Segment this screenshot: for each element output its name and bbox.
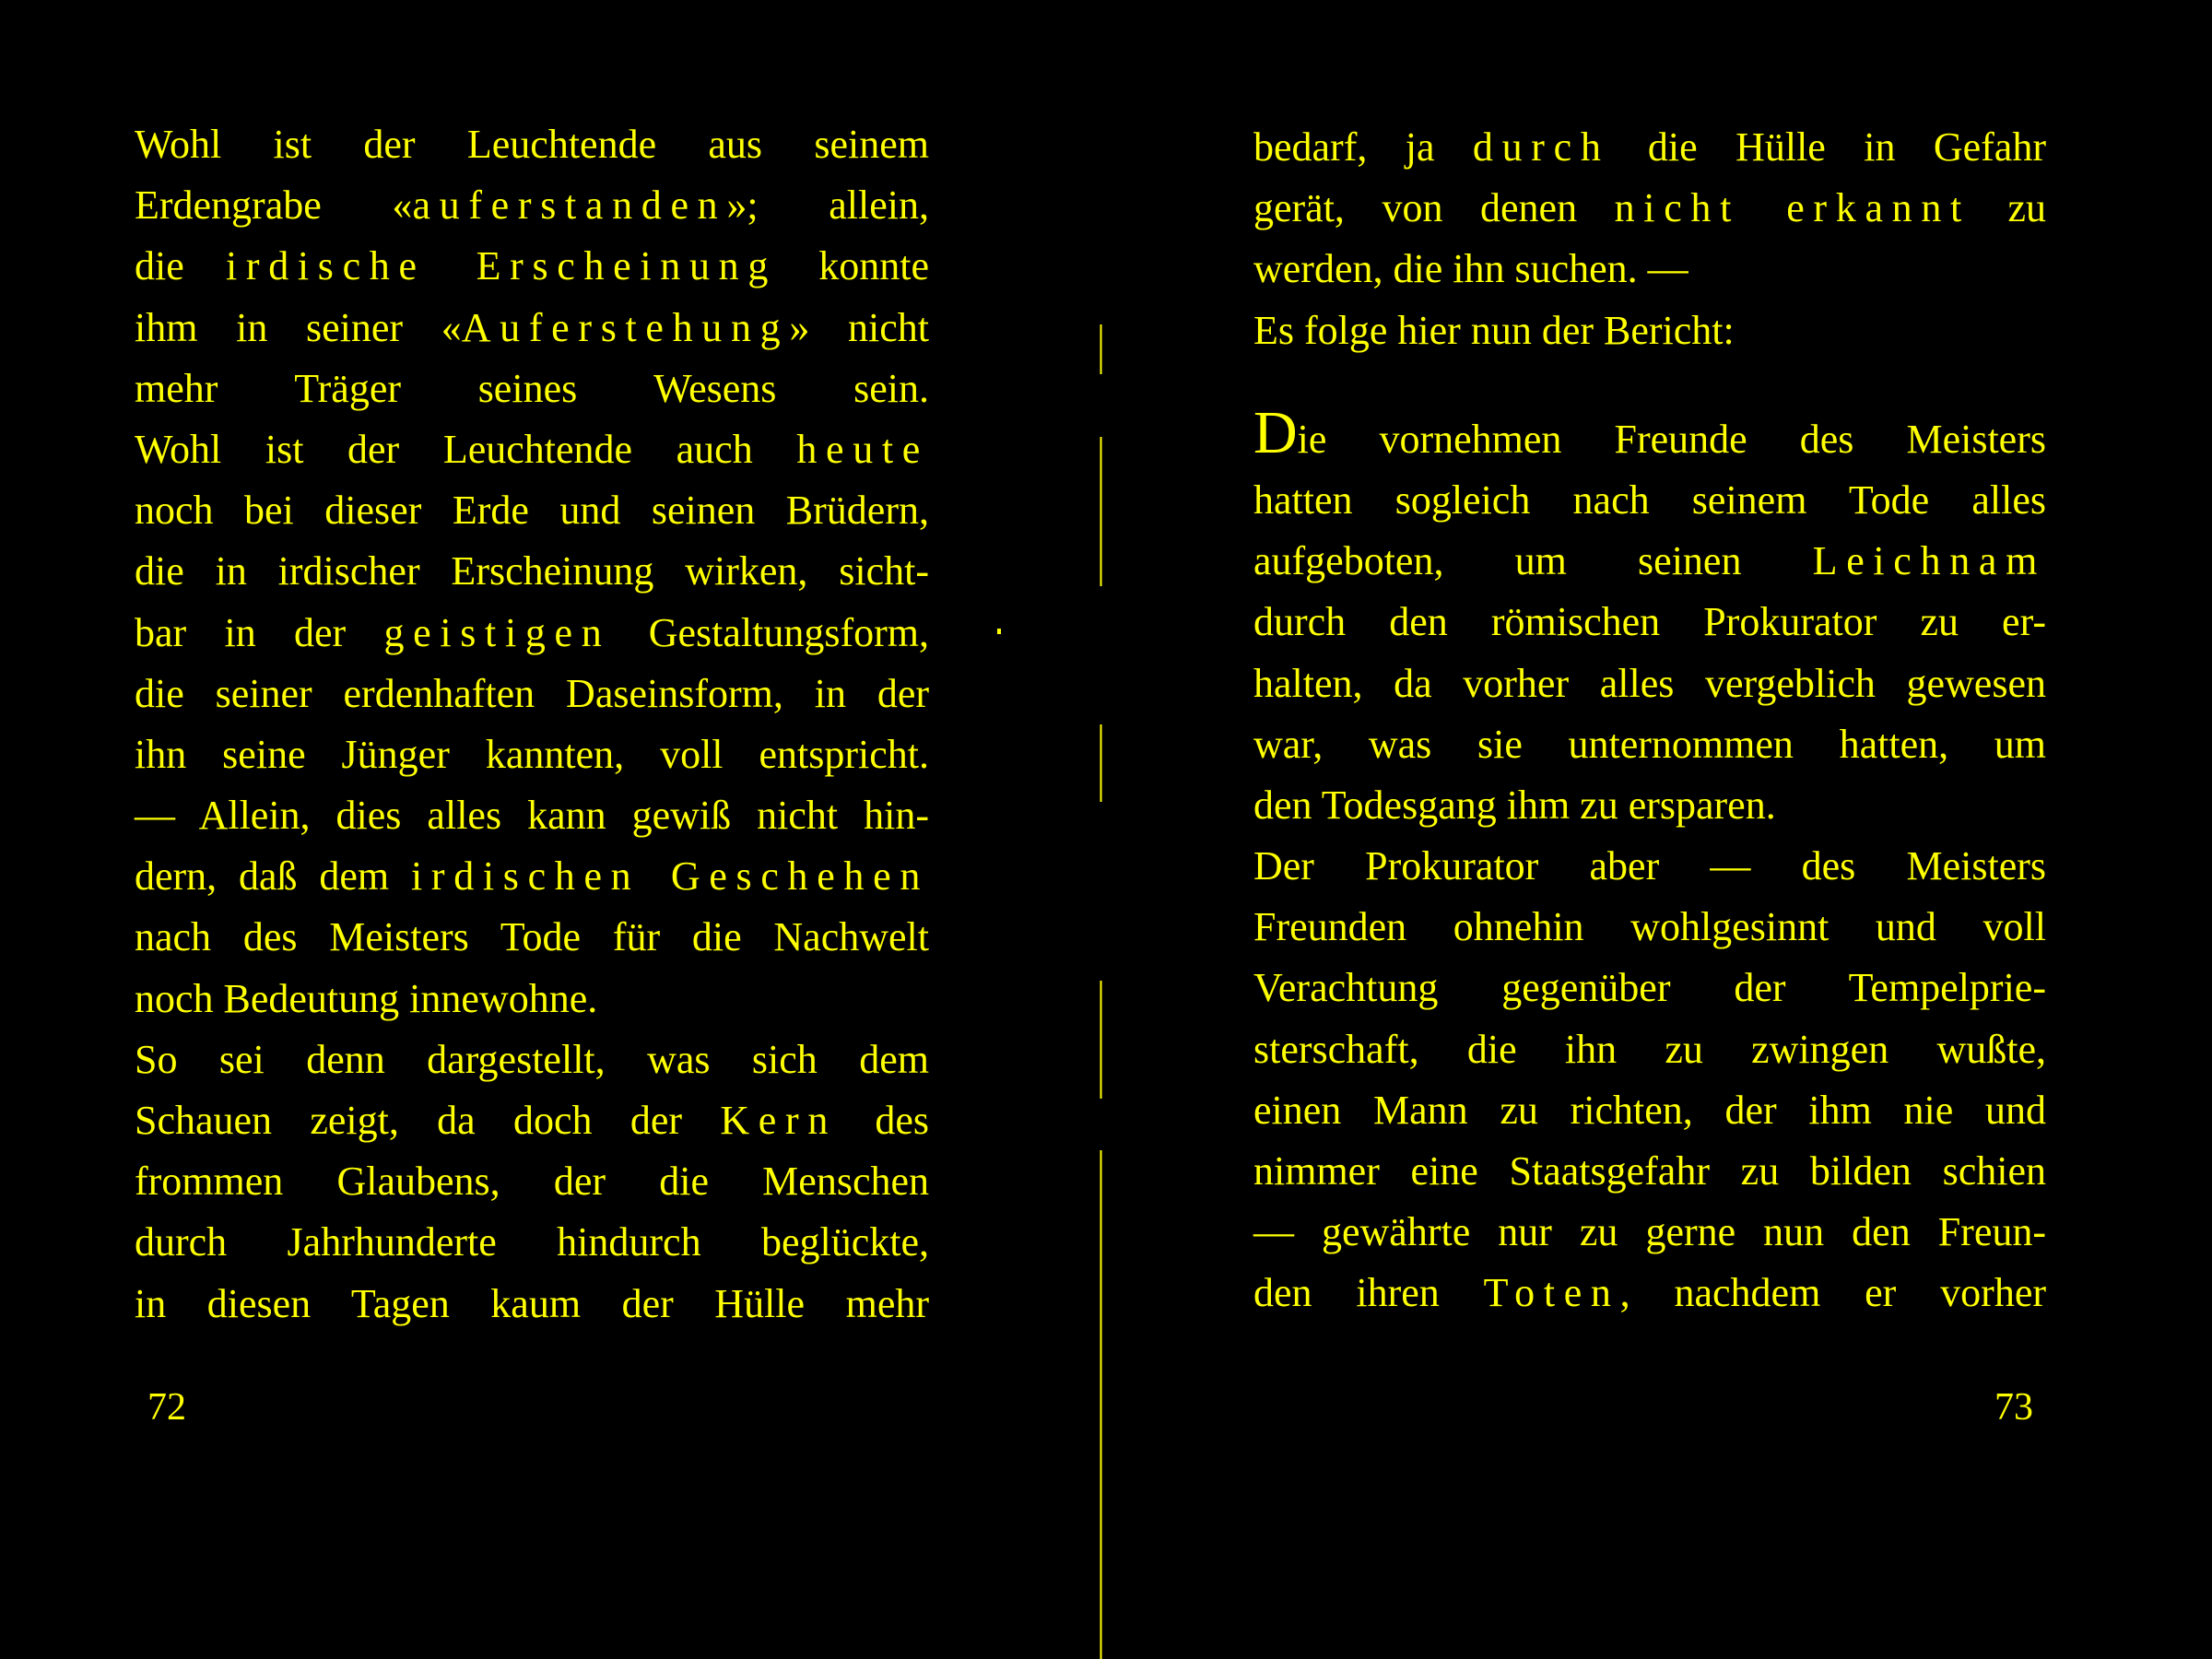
text-line: [135, 907, 929, 968]
text-run: durch den römischen Prokurator zu er-: [1253, 599, 2046, 645]
text-run: den Todesgang ihm zu ersparen.: [1253, 782, 1776, 828]
text-run: die Hülle in Gefahr: [1609, 124, 2046, 170]
text-line: [135, 298, 929, 359]
text-run: — Allein, dies alles kann gewiß nicht hin-: [135, 793, 929, 839]
text-line: [1253, 531, 2046, 592]
text-line: [1253, 897, 2046, 958]
text-run: aufgeboten, um seinen: [1253, 538, 1813, 584]
text-run: noch bei dieser Erde und seinen Brüdern,: [135, 488, 929, 534]
text-run: sterschaft, die ihn zu zwingen wußte,: [1253, 1026, 2046, 1072]
text-line: [135, 1030, 929, 1090]
text-run: die: [135, 243, 226, 289]
gutter-fold-line: [1100, 0, 1102, 1659]
text-run: die in irdischer Erscheinung wirken, sicht-: [135, 548, 929, 594]
text-run: bar in der: [135, 609, 384, 655]
text-run: Freunden ohnehin wohlgesinnt und voll: [1253, 904, 2046, 950]
text-run: Der Prokurator aber — des Meisters: [1253, 843, 2046, 889]
text-line: [1253, 958, 2046, 1018]
text-line: [1253, 300, 2046, 361]
spaced-emphasis: irdische Erscheinung: [225, 243, 778, 289]
text-line: [135, 664, 929, 724]
text-line: [1253, 836, 2046, 897]
text-run: ihn seine Jünger kannten, voll entspricht.: [135, 731, 929, 777]
spaced-emphasis: nicht erkannt: [1614, 185, 1971, 231]
text-run: noch Bedeutung innewohne.: [135, 975, 598, 1021]
text-run: durch Jahrhunderte hindurch beglückte,: [135, 1219, 929, 1265]
text-run: werden, die ihn suchen. —: [1253, 246, 1688, 292]
text-line: [135, 1274, 929, 1335]
spaced-emphasis: geistigen: [383, 609, 611, 655]
text-line: [1253, 1202, 2046, 1263]
text-line: [135, 359, 929, 419]
text-line: [1253, 592, 2046, 653]
text-run: nimmer eine Staatsgefahr zu bilden schien: [1253, 1148, 2046, 1194]
text-run: Wohl ist der Leuchtende auch: [135, 426, 797, 472]
text-run: ihm in seiner «: [135, 304, 462, 350]
text-line: [135, 846, 929, 907]
text-run: Wohl ist der Leuchtende aus seinem: [135, 122, 929, 167]
text-line: [135, 785, 929, 846]
spaced-emphasis: Kern: [720, 1098, 838, 1143]
text-line: [135, 480, 929, 541]
text-run: ie vornehmen Freunde des Meisters: [1297, 416, 2046, 462]
text-line: [135, 541, 929, 602]
text-line: [1253, 117, 2046, 178]
text-line: [1253, 398, 2046, 470]
text-run: des: [837, 1098, 929, 1143]
text-run: halten, da vorher alles vergeblich gewesen: [1253, 660, 2046, 706]
text-run: war, was sie unternommen hatten, um: [1253, 721, 2046, 767]
text-run: gerät, von denen: [1253, 185, 1615, 231]
text-run: in diesen Tagen kaum der Hülle mehr: [135, 1280, 929, 1326]
text-line: [1253, 1263, 2046, 1324]
text-line: [1253, 178, 2046, 239]
text-run: Es folge hier nun der Bericht:: [1253, 307, 1735, 353]
left-page-text: [135, 114, 929, 1335]
text-run: So sei denn dargestellt, was sich dem: [135, 1036, 929, 1082]
text-line: [135, 724, 929, 785]
text-run: » nicht: [789, 304, 929, 350]
text-run: konnte: [777, 243, 929, 289]
text-line: [1253, 775, 2046, 836]
text-run: , nachdem er vorher: [1619, 1270, 2047, 1316]
text-run: die seiner erdenhaften Daseinsform, in der: [135, 670, 929, 716]
text-run: frommen Glaubens, der die Menschen: [135, 1159, 929, 1205]
spaced-emphasis: durch: [1472, 124, 1610, 170]
spaced-emphasis: Leichnam: [1812, 538, 2046, 584]
text-run: hatten sogleich nach seinem Tode alles: [1253, 477, 2046, 523]
right-page-number: 73: [1994, 1386, 2033, 1429]
text-line: [135, 114, 929, 175]
text-run: bedarf, ja: [1253, 124, 1473, 170]
text-line: [1253, 239, 2046, 300]
spaced-emphasis: heute: [796, 426, 929, 472]
text-run: zu: [1970, 185, 2046, 231]
left-page-number: 72: [147, 1386, 186, 1429]
text-run: »; allein,: [726, 182, 929, 229]
text-run: Erdengrabe «: [135, 182, 413, 229]
text-line: [135, 419, 929, 480]
text-line: [1253, 470, 2046, 531]
text-line: [1253, 1019, 2046, 1080]
initial-capital: D: [1253, 398, 1298, 466]
spaced-emphasis: irdischen Geschehen: [410, 853, 929, 900]
text-line: [1253, 1080, 2046, 1141]
ink-speck: [997, 629, 1001, 634]
text-run: mehr Träger seines Wesens sein.: [135, 365, 929, 411]
text-run: — gewährte nur zu gerne nun den Freun-: [1253, 1209, 2046, 1255]
text-run: nach des Meisters Tode für die Nachwelt: [135, 914, 929, 960]
text-run: einen Mann zu richten, der ihm nie und: [1253, 1087, 2046, 1133]
text-line: [1253, 653, 2046, 714]
right-page: [1106, 0, 2212, 1659]
text-line: [135, 175, 929, 236]
text-line: [135, 969, 929, 1030]
text-line: [135, 1212, 929, 1273]
text-line: [135, 1090, 929, 1151]
spaced-emphasis: auferstanden: [412, 182, 727, 229]
text-line: [135, 1151, 929, 1212]
text-run: Gestaltungsform,: [610, 609, 929, 655]
text-run: dern, daß dem: [135, 853, 411, 900]
text-run: den ihren: [1253, 1270, 1484, 1316]
paragraph-gap: [1253, 361, 2046, 409]
text-line: [1253, 1141, 2046, 1202]
text-line: [135, 603, 929, 664]
text-run: Schauen zeigt, da doch der: [135, 1098, 721, 1143]
text-run: Verachtung gegenüber der Tempelprie-: [1253, 965, 2046, 1011]
spaced-emphasis: Toten: [1483, 1270, 1620, 1316]
left-page: [0, 0, 1097, 1659]
text-line: [135, 236, 929, 297]
text-line: [1253, 714, 2046, 775]
spaced-emphasis: Auferstehung: [461, 304, 790, 350]
right-page-text: [1253, 117, 2046, 1324]
